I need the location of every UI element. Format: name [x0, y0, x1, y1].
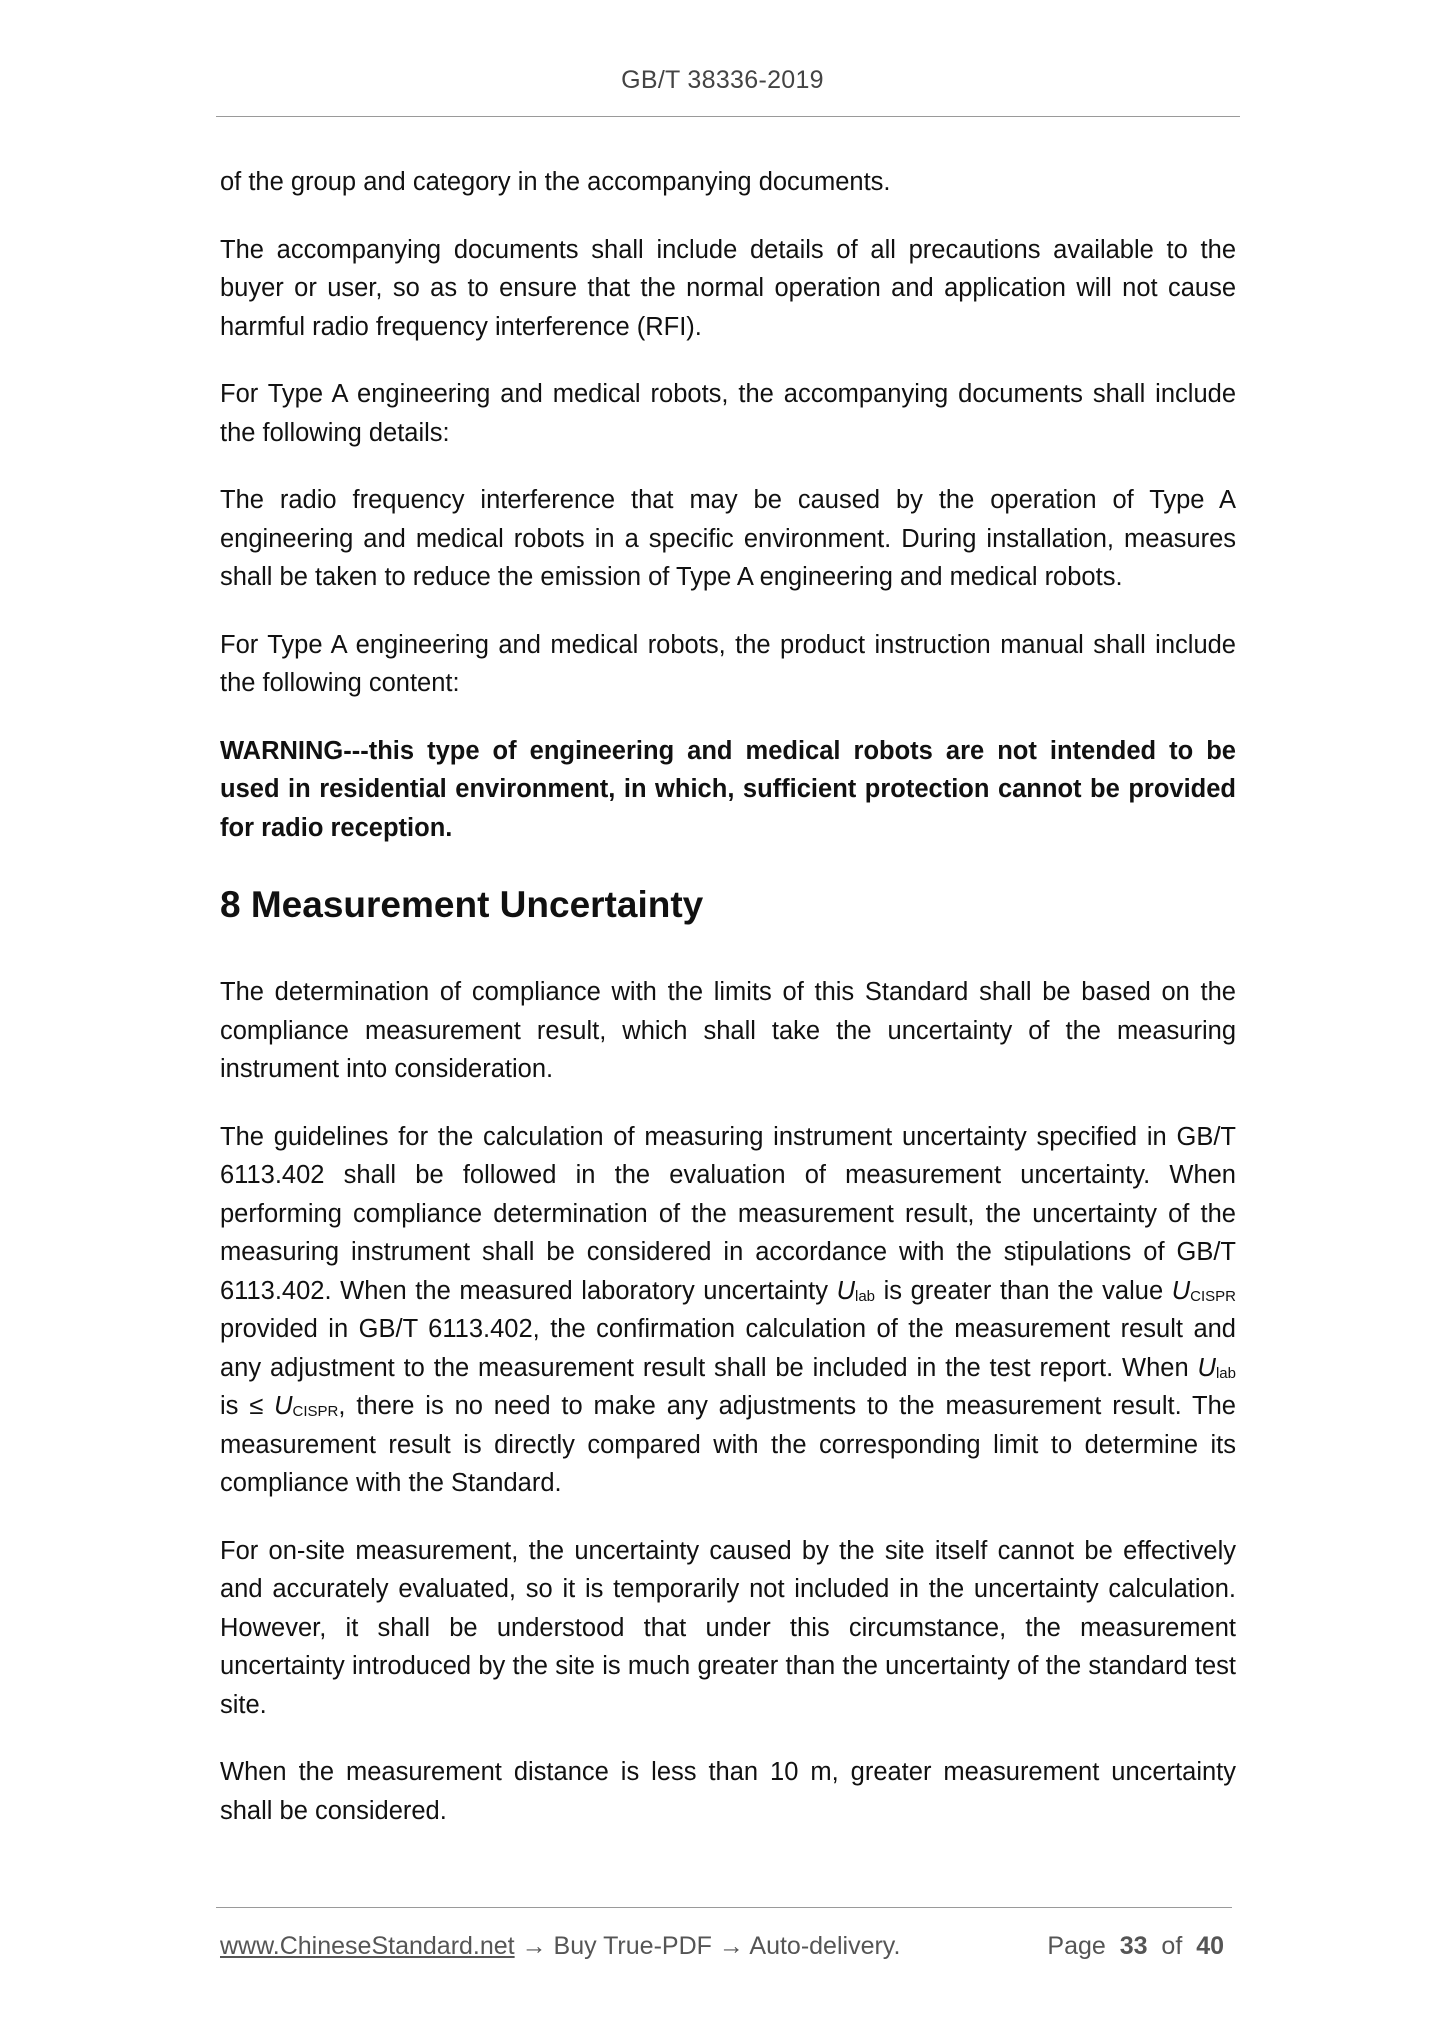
header-divider [216, 116, 1240, 117]
warning-paragraph: WARNING---this type of engineering and medical robots are not intended to be used in residential environment, in which, sufficient protection cannot be provided for radio reception. [220, 736, 1236, 842]
paragraph-measurement-distance: When the measurement distance is less than 10 m, greater measurement uncertainty shall be considered. [220, 1758, 1236, 1825]
paragraph-compliance-determination: The determination of compliance with the limits of this Standard shall be based on the compliance measurement result, which shall take the uncertainty of the measuring instrument into consideration. [220, 978, 1236, 1083]
document-body [220, 163, 1236, 1859]
page-total-number: 40 [1196, 1932, 1224, 1960]
uncertainty-text-b: is greater than the value [875, 1276, 1172, 1305]
paragraph-continuation: of the group and category in the accompanying documents. [220, 168, 891, 196]
uncertainty-text-e: , there is no need to make any adjustments to the measurement result. The measurement result is directly compared with the corresponding limit to determine its compliance with the Standard. [220, 1392, 1236, 1497]
subscript-cispr: CISPR [292, 1403, 339, 1420]
website-link[interactable]: www.ChineseStandard.net [220, 1932, 515, 1960]
page-footer [220, 1932, 1230, 1961]
uncertainty-text-a: The guidelines for the calculation of measuring instrument uncertainty specified in GB/T 6113.402 shall be followed in the evaluation of measurement uncertainty. When performing compliance determination of the measurement result, the uncertainty of the measuring instrument shall be considered in accordance with the stipulations of GB/T 6113.402. When the measured laboratory uncertainty [220, 1122, 1236, 1305]
page-current-number: 33 [1119, 1932, 1148, 1960]
symbol-u: U [274, 1392, 293, 1420]
page-label: Page [1047, 1932, 1106, 1960]
paragraph-on-site-measurement: For on-site measurement, the uncertainty caused by the site itself cannot be effectively and accurately evaluated, so it is temporarily not included in the uncertainty calculation. However, it shall be understood that under this circumstance, the measurement uncertainty introduced by the site is much greater than the uncertainty of the standard test site. [220, 1536, 1236, 1719]
paragraph-rfi-statement: The radio frequency interference that may be caused by the operation of Type A engineering and medical robots in a specific environment. During installation, measures shall be taken to reduce the emission of Type A engineering and medical robots. [220, 486, 1236, 591]
paragraph-accompanying-documents: The accompanying documents shall include details of all precautions available to the buyer or user, so as to ensure that the normal operation and application will not cause harmful radio frequency interference (RFI). [220, 235, 1236, 341]
page-indicator [1047, 1932, 1224, 1961]
symbol-u: U [1171, 1276, 1191, 1305]
uncertainty-text-d: is ≤ [220, 1392, 275, 1420]
footer-promo-text: → Buy True-PDF → Auto-delivery. [514, 1932, 901, 1960]
footer-divider [216, 1907, 1232, 1908]
subscript-cispr: CISPR [1190, 1287, 1236, 1305]
section-heading: 8 Measurement Uncertainty [220, 884, 704, 925]
symbol-u: U [836, 1276, 855, 1305]
subscript-lab: lab [1215, 1364, 1236, 1382]
symbol-u: U [1197, 1353, 1216, 1382]
paragraph-uncertainty-guidelines [220, 1118, 1236, 1503]
uncertainty-text-c: provided in GB/T 6113.402, the confirmation calculation of the measurement result and any adjustment to the measurement result shall be included in the test report. When [220, 1315, 1236, 1382]
document-header-title: GB/T 38336-2019 [621, 66, 824, 94]
of-label: of [1161, 1932, 1183, 1960]
subscript-lab: lab [855, 1287, 876, 1305]
paragraph-instruction-manual: For Type A engineering and medical robots, the product instruction manual shall include the following content: [220, 630, 1236, 697]
paragraph-type-a-details: For Type A engineering and medical robots, the accompanying documents shall include the following details: [220, 380, 1236, 447]
